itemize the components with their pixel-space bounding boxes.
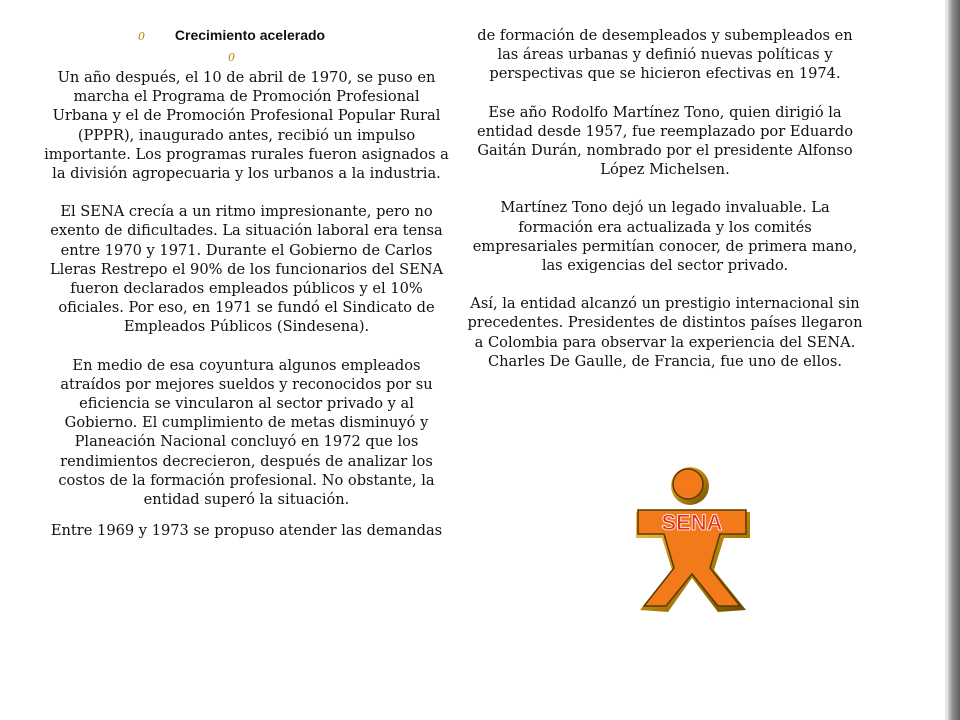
- logo-text: SENA: [661, 510, 723, 535]
- paragraph: Así, la entidad alcanzó un prestigio internacional sin precedentes. Presidentes de distintos países llegaron a Colombia para observar la experiencia del SENA. Charles De Gaulle, de Francia, fue uno de ellos.: [467, 295, 863, 370]
- heading-line: [44, 24, 449, 46]
- bullet-marker: 0: [228, 51, 235, 64]
- paragraph: Entre 1969 y 1973 se propuso atender las demandas: [50, 522, 443, 540]
- paragraph: El SENA crecía a un ritmo impresionante, pero no exento de dificultades. La situación laboral era tensa entre 1970 y 1971. Durante el Gobierno de Carlos Lleras Restrepo el 90% de los funcionarios del SENA fueron declarados empleados públicos y el 10% oficiales. Por eso, en 1971 se fundó el Sindicato de Empleados Públicos (Sindesena).: [49, 203, 444, 336]
- section-heading: Crecimiento acelerado: [174, 27, 326, 43]
- empty-bullet-line: [44, 46, 449, 68]
- sena-logo: [628, 460, 758, 620]
- right-edge-bar: [948, 0, 960, 720]
- logo-head: [673, 469, 703, 499]
- left-column: [44, 24, 449, 540]
- bullet-marker: 0: [138, 30, 145, 43]
- paragraph: Ese año Rodolfo Martínez Tono, quien dirigió la entidad desde 1957, fue reemplazado por Eduardo Gaitán Durán, nombrado por el presidente Alfonso López Michelsen.: [476, 103, 854, 179]
- right-column: [467, 26, 863, 371]
- paragraph: de formación de desempleados y subempleados en las áreas urbanas y definió nuevas políticas y perspectivas que se hicieron efectivas en 1974.: [477, 27, 853, 83]
- paragraph: En medio de esa coyuntura algunos empleados atraídos por mejores sueldos y reconocidos por su eficiencia se vincularon al sector privado y al Gobierno. El cumplimiento de metas disminuyó y Planeación Nacional concluyó en 1972 que los rendimientos decrecieron, después de analizar los costos de la formación profesional. No obstante, la entidad superó la situación.: [58, 356, 435, 509]
- paragraph: Martínez Tono dejó un legado invaluable. La formación era actualizada y los comités empresariales permitían conocer, de primera mano, las exigencias del sector privado.: [472, 199, 858, 275]
- paragraph: Un año después, el 10 de abril de 1970, se puso en marcha el Programa de Promoción Profesional Urbana y el de Promoción Profesional Popular Rural (PPPR), inaugurado antes, recibió un impulso importante. Los programas rurales fueron asignados a la división agropecuaria y los urbanos a la industria.: [44, 69, 449, 183]
